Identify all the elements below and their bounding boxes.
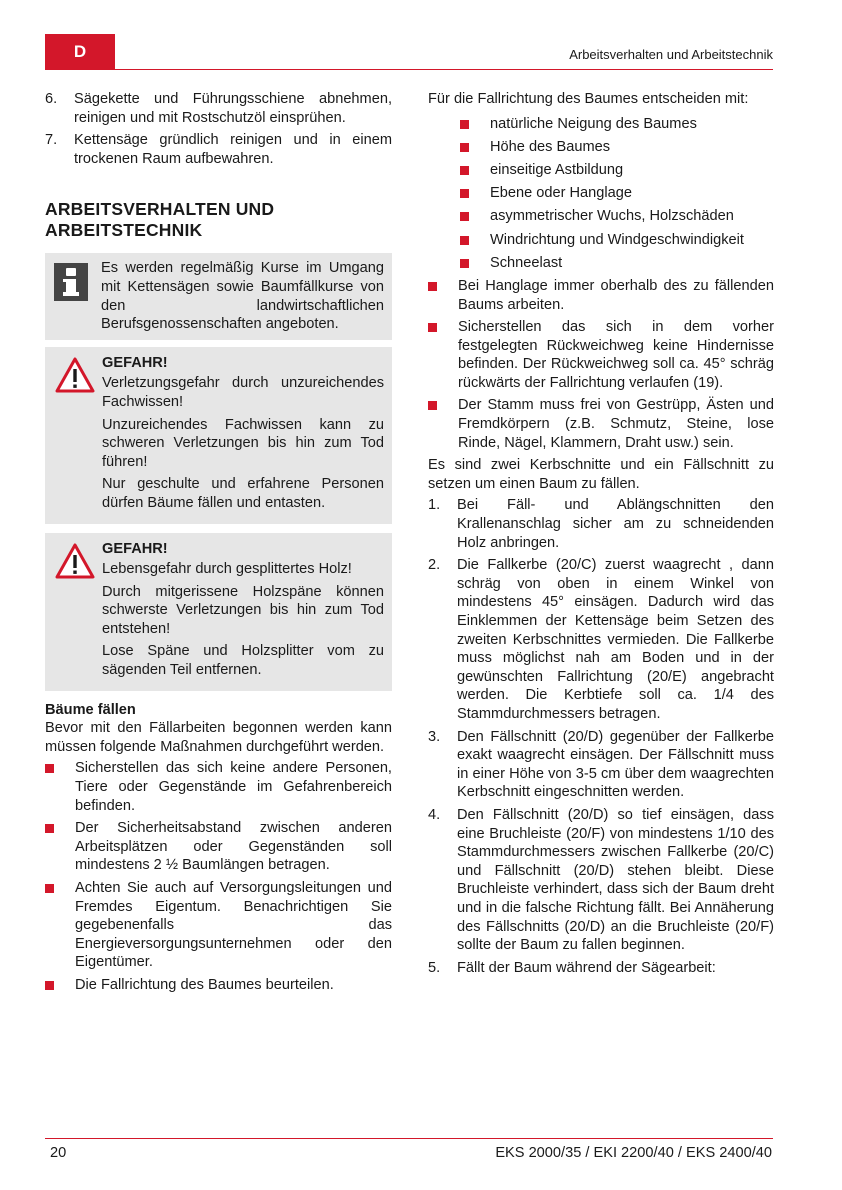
language-tab: D xyxy=(45,34,115,70)
factors-intro: Für die Fallrichtung des Baumes entscheiden mit: xyxy=(428,91,749,107)
precaution-list xyxy=(45,759,392,994)
list-item: 3. Den Fällschnitt (20/D) gegenüber der Fallkerbe exakt waagrecht einsägen. Der Fällschnitt muss in einer Höhe von 3-5 cm über dem waagrechten Kerbschnitt eingeschnitten werden. xyxy=(428,728,774,801)
list-item: Höhe des Baumes xyxy=(428,138,774,157)
bullet-square-icon xyxy=(460,189,469,198)
list-item: 7. Kettensäge gründlich reinigen und in einem trockenen Raum aufbewahren. xyxy=(45,132,392,167)
felling-steps xyxy=(428,496,774,977)
bullet-square-icon xyxy=(428,401,437,410)
left-column xyxy=(45,90,392,999)
list-item: Sicherstellen das sich keine andere Personen, Tiere oder Gegenstände im Gefahrenbereich befinden. xyxy=(45,759,392,815)
list-item: 4. Den Fällschnitt (20/D) so tief einsägen, dass eine Bruchleiste (20/F) von mindestens 1/10 des Stammdurchmessers zwischen Fallkerbe (20/C) und Fällschnitt (20/D) stehen bleibt. Diese Bruchleiste verhindert, dass sich der Baum dreht und in die falsche Richtung fällt. Bei Annäherung des Fällschnitts (20/D) an die Bruchleiste (20/F) sollte der Baum zu fallen beginnen. xyxy=(428,806,774,954)
info-icon xyxy=(54,263,88,301)
list-item: 5. Fällt der Baum während der Sägearbeit: xyxy=(428,959,716,976)
warning-title: GEFAHR! xyxy=(102,354,168,371)
bullet-square-icon xyxy=(460,212,469,221)
list-item: 6. Sägekette und Führungsschiene abnehmen, reinigen und mit Rostschutzöl einsprühen. xyxy=(45,91,392,126)
intro-paragraph: Bevor mit den Fällarbeiten begonnen werden kann müssen folgende Maßnahmen durchgeführt werden. xyxy=(45,720,392,755)
danger-warning-2: GEFAHR! Lebensgefahr durch gesplittertes Holz! Durch mitgerissene Holzspäne können schwerste Verletzungen bis hin zum Tod entstehen! Lose Späne und Holzsplitter vom zu sägenden Teil entfernen. xyxy=(45,533,392,691)
right-column xyxy=(428,90,774,981)
model-numbers: EKS 2000/35 / EKI 2200/40 / EKS 2400/40 xyxy=(495,1145,772,1161)
warning-triangle-icon xyxy=(55,357,95,393)
bullet-square-icon xyxy=(460,143,469,152)
bullet-square-icon xyxy=(428,282,437,291)
list-item: Der Sicherheitsabstand zwischen anderen Arbeitsplätzen oder Gegenständen soll mindestens 2 ½ Baumlängen betragen. xyxy=(45,819,392,875)
list-item: Sicherstellen das sich in dem vorher festgelegten Rückweichweg keine Hindernisse befinden. Der Rückweichweg soll ca. 45° schräg rückwärts der Fallrichtung verlaufen (19). xyxy=(428,318,774,392)
list-item: asymmetrischer Wuchs, Holzschäden xyxy=(428,207,774,226)
list-item: natürliche Neigung des Baumes xyxy=(428,115,774,134)
bullet-square-icon xyxy=(460,120,469,129)
bullet-square-icon xyxy=(460,259,469,268)
fall-direction-factors xyxy=(428,115,774,273)
list-item: Bei Hanglage immer oberhalb des zu fällenden Baums arbeiten. xyxy=(428,277,774,314)
danger-warning-1: GEFAHR! Verletzungsgefahr durch unzureichendes Fachwissen! Unzureichendes Fachwissen kann zu schweren Verletzungen bis hin zum Tod führen! Nur geschulte und erfahrene Personen dürfen Bäume fällen und entasten. xyxy=(45,347,392,524)
bullet-square-icon xyxy=(460,166,469,175)
info-note: Es werden regelmäßig Kurse im Umgang mit Kettensägen sowie Baumfällkurse von den landwirtschaftlichen Berufsgenossenschaften angeboten. xyxy=(45,253,392,339)
bullet-square-icon xyxy=(45,981,54,990)
footer-rule xyxy=(45,1138,773,1139)
list-item: Windrichtung und Windgeschwindigkeit xyxy=(428,231,774,250)
safety-list xyxy=(428,277,774,452)
list-item: 2. Die Fallkerbe (20/C) zuerst waagrecht , dann schräg von oben in einem Winkel von mindestens 45° einsägen. Dadurch wird das Einklemmen der Kettensäge beim Setzen des zweiten Kerbschnittes vermieden. Die Fallkerbe muss möglichst nah am Boden und in der gewünschten Fallrichtung (20/E) angebracht werden. Die Kerbtiefe soll ca. 1/4 des Stammdurchmessers betragen. xyxy=(428,557,774,722)
cleanup-steps xyxy=(45,90,392,168)
page-number: 20 xyxy=(50,1145,67,1161)
list-item: 1. Bei Fäll- und Ablängschnitten den Krallenanschlag sicher am zu schneidenden Holz anbringen. xyxy=(428,497,774,551)
list-item: Der Stamm muss frei von Gestrüpp, Ästen und Fremdkörpern (z.B. Schmutz, Steine, lose Rinde, Nägel, Klammern, Draht usw.) sein. xyxy=(428,396,774,452)
cuts-intro: Es sind zwei Kerbschnitte und ein Fällschnitt zu setzen um einen Baum zu fällen. xyxy=(428,457,774,492)
list-item: Die Fallrichtung des Baumes beurteilen. xyxy=(45,976,392,995)
running-header-title: Arbeitsverhalten und Arbeitstechnik xyxy=(569,47,773,62)
bullet-square-icon xyxy=(460,236,469,245)
list-item: Schneelast xyxy=(428,254,774,273)
bullet-square-icon xyxy=(428,323,437,332)
list-item: einseitige Astbildung xyxy=(428,161,774,180)
subsection-title: Bäume fällen xyxy=(45,701,136,718)
warning-triangle-icon xyxy=(55,543,95,579)
section-title: ARBEITSVERHALTEN UND ARBEITSTECHNIK xyxy=(45,199,275,241)
header-rule xyxy=(45,69,773,70)
bullet-square-icon xyxy=(45,824,54,833)
bullet-square-icon xyxy=(45,764,54,773)
list-item: Achten Sie auch auf Versorgungsleitungen und Fremdes Eigentum. Benachrichtigen Sie gegebenenfalls das Energieversorgungsunternehmen oder den Eigentümer. xyxy=(45,879,392,972)
warning-title: GEFAHR! xyxy=(102,540,168,557)
bullet-square-icon xyxy=(45,884,54,893)
list-item: Ebene oder Hanglage xyxy=(428,184,774,203)
